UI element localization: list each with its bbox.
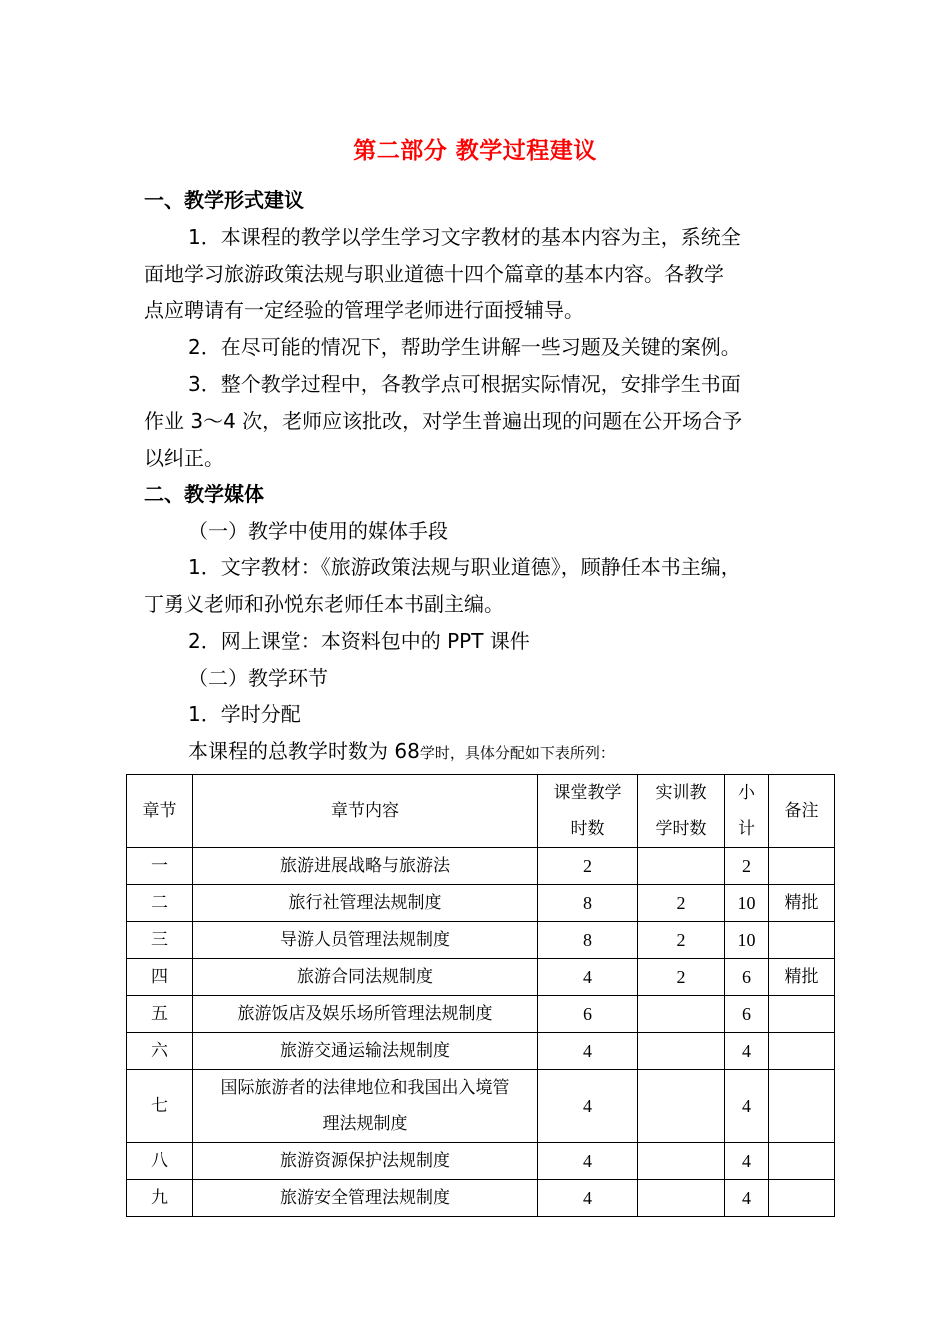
cell-note	[769, 848, 835, 885]
cell-note	[769, 1180, 835, 1217]
section-heading-teaching-media: 二、教学媒体	[144, 482, 264, 506]
cell-content: 旅游安全管理法规制度	[193, 1180, 538, 1217]
cell-subtotal: 4	[725, 1070, 769, 1143]
subheading-teaching-steps: （二）教学环节	[188, 666, 328, 690]
paragraph-line: 1．文字教材：《旅游政策法规与职业道德》，顾静任本书主编，	[188, 555, 741, 579]
header-content: 章节内容	[193, 775, 538, 848]
table-intro-main: 本课程的总教学时数为 68	[188, 739, 420, 763]
subheading-media-means: （一）教学中使用的媒体手段	[188, 519, 448, 543]
cell-class-hours: 4	[538, 1070, 638, 1143]
paragraph-line: 作业 3～4 次，老师应该批改，对学生普遍出现的问题在公开场合予	[144, 409, 743, 433]
cell-note	[769, 1143, 835, 1180]
header-practice-hours: 实训教 学时数	[638, 775, 725, 848]
cell-note	[769, 996, 835, 1033]
cell-practice-hours: 2	[638, 959, 725, 996]
table-row	[127, 1180, 835, 1217]
cell-practice-hours	[638, 996, 725, 1033]
hours-allocation-table	[126, 774, 835, 1217]
paragraph-line: 点应聘请有一定经验的管理学老师进行面授辅导。	[144, 298, 584, 322]
cell-content: 旅游饭店及娱乐场所管理法规制度	[193, 996, 538, 1033]
table-row	[127, 885, 835, 922]
table-row	[127, 1143, 835, 1180]
cell-class-hours: 4	[538, 1143, 638, 1180]
cell-subtotal: 10	[725, 885, 769, 922]
cell-subtotal: 4	[725, 1143, 769, 1180]
cell-subtotal: 2	[725, 848, 769, 885]
cell-practice-hours	[638, 1143, 725, 1180]
cell-class-hours: 8	[538, 885, 638, 922]
cell-practice-hours: 2	[638, 922, 725, 959]
table-row	[127, 922, 835, 959]
paragraph-line: 2．网上课堂：本资料包中的 PPT 课件	[188, 629, 530, 653]
cell-note: 精批	[769, 885, 835, 922]
cell-content: 旅游交通运输法规制度	[193, 1033, 538, 1070]
cell-chapter: 一	[127, 848, 193, 885]
cell-subtotal: 4	[725, 1033, 769, 1070]
cell-practice-hours: 2	[638, 885, 725, 922]
cell-chapter: 九	[127, 1180, 193, 1217]
table-row	[127, 1070, 835, 1143]
paragraph-line: 1．本课程的教学以学生学习文字教材的基本内容为主，系统全	[188, 225, 741, 249]
table-header-row	[127, 775, 835, 848]
cell-subtotal: 4	[725, 1180, 769, 1217]
cell-chapter: 二	[127, 885, 193, 922]
cell-class-hours: 4	[538, 1033, 638, 1070]
cell-chapter: 七	[127, 1070, 193, 1143]
section-heading-teaching-form: 一、教学形式建议	[144, 188, 304, 212]
table-intro-small: 学时，具体分配如下表所列：	[419, 746, 615, 762]
cell-practice-hours	[638, 1180, 725, 1217]
paragraph-line: 丁勇义老师和孙悦东老师任本书副主编。	[144, 592, 504, 616]
table-row	[127, 848, 835, 885]
cell-chapter: 五	[127, 996, 193, 1033]
header-class-hours: 课堂教学 时数	[538, 775, 638, 848]
cell-content: 导游人员管理法规制度	[193, 922, 538, 959]
cell-class-hours: 4	[538, 1180, 638, 1217]
header-note: 备注	[769, 775, 835, 848]
cell-class-hours: 6	[538, 996, 638, 1033]
cell-class-hours: 2	[538, 848, 638, 885]
cell-practice-hours	[638, 1033, 725, 1070]
table-row	[127, 959, 835, 996]
cell-chapter: 六	[127, 1033, 193, 1070]
cell-note: 精批	[769, 959, 835, 996]
cell-content: 国际旅游者的法律地位和我国出入境管 理法规制度	[193, 1070, 538, 1143]
cell-content: 旅游进展战略与旅游法	[193, 848, 538, 885]
cell-class-hours: 4	[538, 959, 638, 996]
page-title: 第二部分 教学过程建议	[353, 138, 597, 164]
cell-content: 旅游合同法规制度	[193, 959, 538, 996]
paragraph-line: 以纠正。	[144, 446, 224, 470]
table-row	[127, 996, 835, 1033]
cell-subtotal: 10	[725, 922, 769, 959]
cell-practice-hours	[638, 1070, 725, 1143]
cell-chapter: 三	[127, 922, 193, 959]
cell-note	[769, 1033, 835, 1070]
header-chapter: 章节	[127, 775, 193, 848]
paragraph-line: 2．在尽可能的情况下，帮助学生讲解一些习题及关键的案例。	[188, 335, 741, 359]
table-intro	[188, 737, 615, 768]
cell-subtotal: 6	[725, 996, 769, 1033]
paragraph-line: 面地学习旅游政策法规与职业道德十四个篇章的基本内容。各教学	[144, 262, 724, 286]
cell-chapter: 八	[127, 1143, 193, 1180]
cell-note	[769, 922, 835, 959]
cell-content: 旅游资源保护法规制度	[193, 1143, 538, 1180]
cell-content: 旅行社管理法规制度	[193, 885, 538, 922]
paragraph-line: 3．整个教学过程中，各教学点可根据实际情况，安排学生书面	[188, 372, 741, 396]
table-row	[127, 1033, 835, 1070]
cell-note	[769, 1070, 835, 1143]
header-subtotal: 小 计	[725, 775, 769, 848]
cell-chapter: 四	[127, 959, 193, 996]
cell-practice-hours	[638, 848, 725, 885]
cell-subtotal: 6	[725, 959, 769, 996]
cell-class-hours: 8	[538, 922, 638, 959]
paragraph-line: 1．学时分配	[188, 702, 301, 726]
